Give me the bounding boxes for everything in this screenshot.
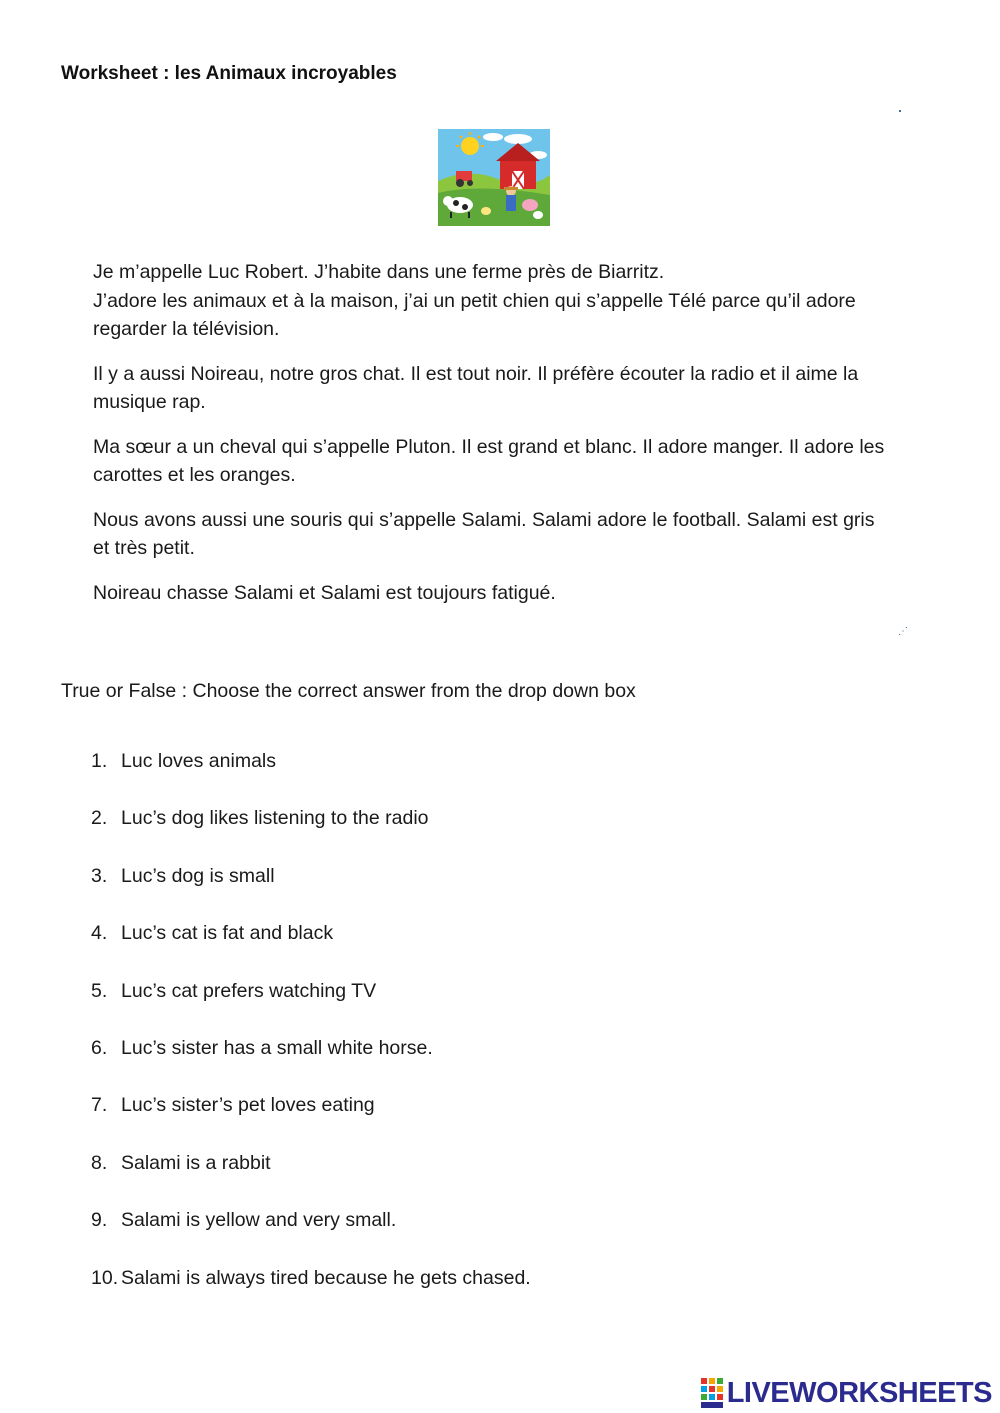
question-text: Salami is yellow and very small. (121, 1209, 397, 1232)
question-text: Luc loves animals (121, 750, 276, 772)
question-text: Salami is a rabbit (121, 1151, 271, 1174)
question-item (91, 807, 531, 864)
question-item (91, 1267, 531, 1324)
question-list (91, 750, 531, 1324)
question-item (91, 865, 531, 922)
liveworksheets-brand[interactable] (701, 1376, 992, 1410)
story-line-1: Je m’appelle Luc Robert. J’habite dans une ferme près de Biarritz. (93, 261, 665, 283)
question-number: 5. (91, 979, 108, 1002)
question-number: 2. (91, 807, 108, 830)
question-item (91, 750, 531, 807)
blank-marker-dots: ⋰ (898, 626, 908, 637)
story-paragraph-2: Il y a aussi Noireau, notre gros chat. Il est tout noir. Il préfère écouter la radio et il aime la musique rap. (93, 362, 859, 413)
question-item (91, 1037, 531, 1094)
question-number: 3. (91, 864, 108, 887)
question-text: Luc’s cat is fat and black (121, 922, 334, 945)
question-text: Luc’s dog is small (121, 864, 275, 887)
question-number: 9. (91, 1209, 108, 1232)
worksheet-title: Worksheet : les Animaux incroyables (61, 63, 397, 84)
farm-illustration (438, 129, 550, 226)
question-number: 8. (91, 1151, 108, 1174)
instructions: True or False : Choose the correct answer from the drop down box (61, 680, 636, 702)
story-paragraph-3: Ma sœur a un cheval qui s’appelle Pluton. Il est grand et blanc. Il adore manger. Il adore les carottes et les oranges. (93, 435, 885, 486)
question-item (91, 1094, 531, 1151)
story-paragraph-4: Nous avons aussi une souris qui s’appelle Salami. Salami adore le football. Salami est gris et très petit. (93, 508, 875, 559)
question-number: 4. (91, 922, 108, 945)
question-number: 10. (91, 1266, 119, 1289)
question-item (91, 1209, 531, 1266)
story-text (93, 258, 893, 623)
question-number: 6. (91, 1036, 108, 1059)
question-text: Luc’s sister’s pet loves eating (121, 1094, 375, 1117)
blank-marker-dot (899, 110, 901, 112)
story-line-2: J’adore les animaux et à la maison, j’ai un petit chien qui s’appelle Télé parce qu’il adore regarder la télévision. (93, 289, 856, 340)
question-text: Luc’s dog likes listening to the radio (121, 807, 429, 830)
question-text: Luc’s cat prefers watching TV (121, 979, 377, 1002)
question-item (91, 980, 531, 1037)
question-item (91, 1152, 531, 1209)
question-number: 7. (91, 1094, 108, 1117)
question-number: 1. (91, 750, 108, 772)
brand-wordmark: LIVEWORKSHEETS (726, 1376, 992, 1409)
question-text: Salami is always tired because he gets chased. (121, 1266, 531, 1289)
story-paragraph-5: Noireau chasse Salami et Salami est toujours fatigué. (93, 581, 556, 604)
liveworksheets-logo-icon (701, 1378, 723, 1408)
question-item (91, 922, 531, 979)
question-text: Luc’s sister has a small white horse. (121, 1036, 433, 1059)
